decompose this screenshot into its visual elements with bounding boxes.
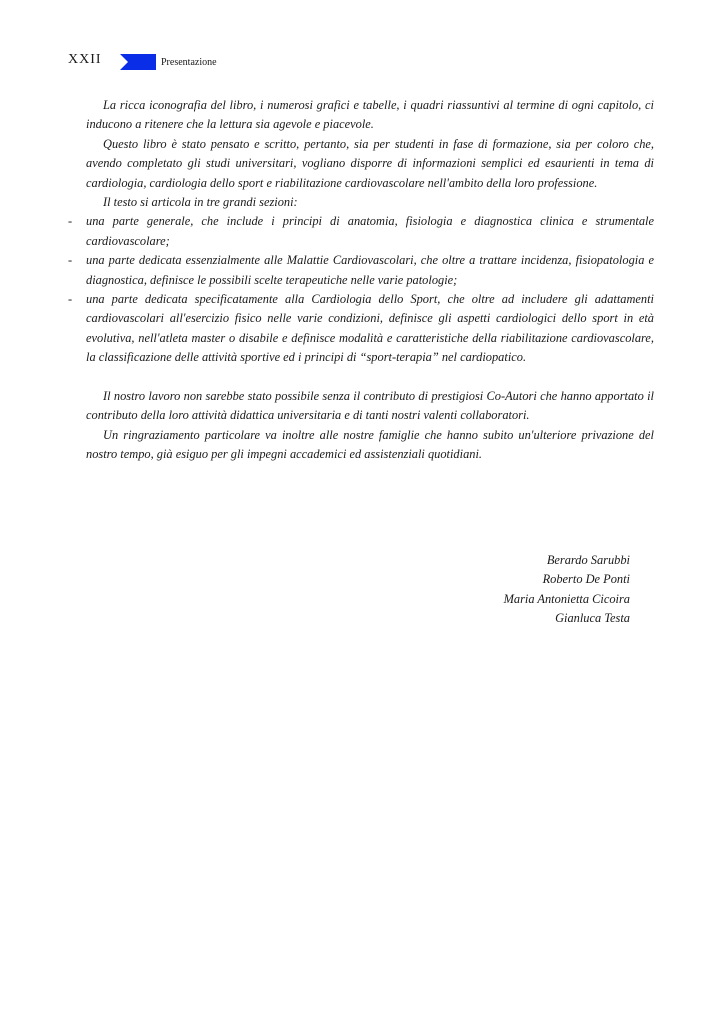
list-item	[68, 290, 654, 368]
paragraph-1: La ricca iconografia del libro, i numerosi grafici e tabelle, i quadri riassuntivi al termine di ogni capitolo, ci inducono a ritenere che la lettura sia agevole e piacevole.	[86, 98, 654, 132]
paragraph-5: Un ringraziamento particolare va inoltre alle nostre famiglie che hanno subito un'ulteriore privazione del nostro tempo, già esiguo per gli impegni accademici ed assistenziali quotidiani.	[86, 427, 654, 462]
paragraph-2: Questo libro è stato pensato e scritto, pertanto, sia per studenti in fase di formazione, sia per coloro che, avendo completato gli studi universitari, vogliano disporre di informazioni semplici ed esaurienti in tema di cardiologia, cardiologia dello sport e riabilitazione cardiovascolare nell'ambito della loro professione.	[86, 136, 654, 190]
page-number: XXII	[68, 52, 102, 67]
running-header	[68, 52, 648, 72]
bullet-dash: -	[68, 214, 73, 229]
list-item-text: una parte dedicata specificatamente alla Cardiologia dello Sport, che oltre ad includere gli adattamenti cardiovascolari all'esercizio fisico nelle varie condizioni, definisce gli aspetti cardiologici dello sport in età evolutiva, nell'atleta master o disabile e definisce modalità e caratteristiche della riabilitazione cardiovascolare, la classificazione delle attività sportive ed i principi di “sport-terapia” nel cardiopatico.	[86, 292, 654, 365]
author-name: Gianluca Testa	[555, 611, 630, 626]
list-item-text: una parte dedicata essenzialmente alle Malattie Cardiovascolari, che oltre a trattare incidenza, fisiopatologia e diagnostica, definisce le possibili scelte terapeutiche nelle varie patologie;	[86, 253, 654, 287]
bullet-dash: -	[68, 292, 73, 307]
list-item	[68, 251, 654, 290]
presentation-body	[68, 96, 654, 465]
author-signatures	[504, 551, 630, 629]
list-item-text: una parte generale, che include i principi di anatomia, fisiologia e diagnostica clinica e strumentale cardiovascolare;	[86, 214, 654, 248]
paragraph-gap	[86, 368, 654, 387]
bullet-dash: -	[68, 253, 73, 268]
author-name: Maria Antonietta Cicoira	[503, 591, 630, 606]
author-name: Berardo Sarubbi	[546, 553, 630, 567]
author-name: Roberto De Ponti	[542, 572, 630, 587]
paragraph-3: Il testo si articola in tre grandi sezioni:	[103, 195, 298, 210]
list-item	[68, 212, 654, 251]
sections-list	[68, 212, 654, 367]
paragraph-4: Il nostro lavoro non sarebbe stato possibile senza il contributo di prestigiosi Co-Autori che hanno apportato il contributo della loro attività didattica universitaria e di tanti nostri valenti collaboratori.	[86, 389, 654, 423]
section-label: Presentazione	[161, 57, 217, 68]
